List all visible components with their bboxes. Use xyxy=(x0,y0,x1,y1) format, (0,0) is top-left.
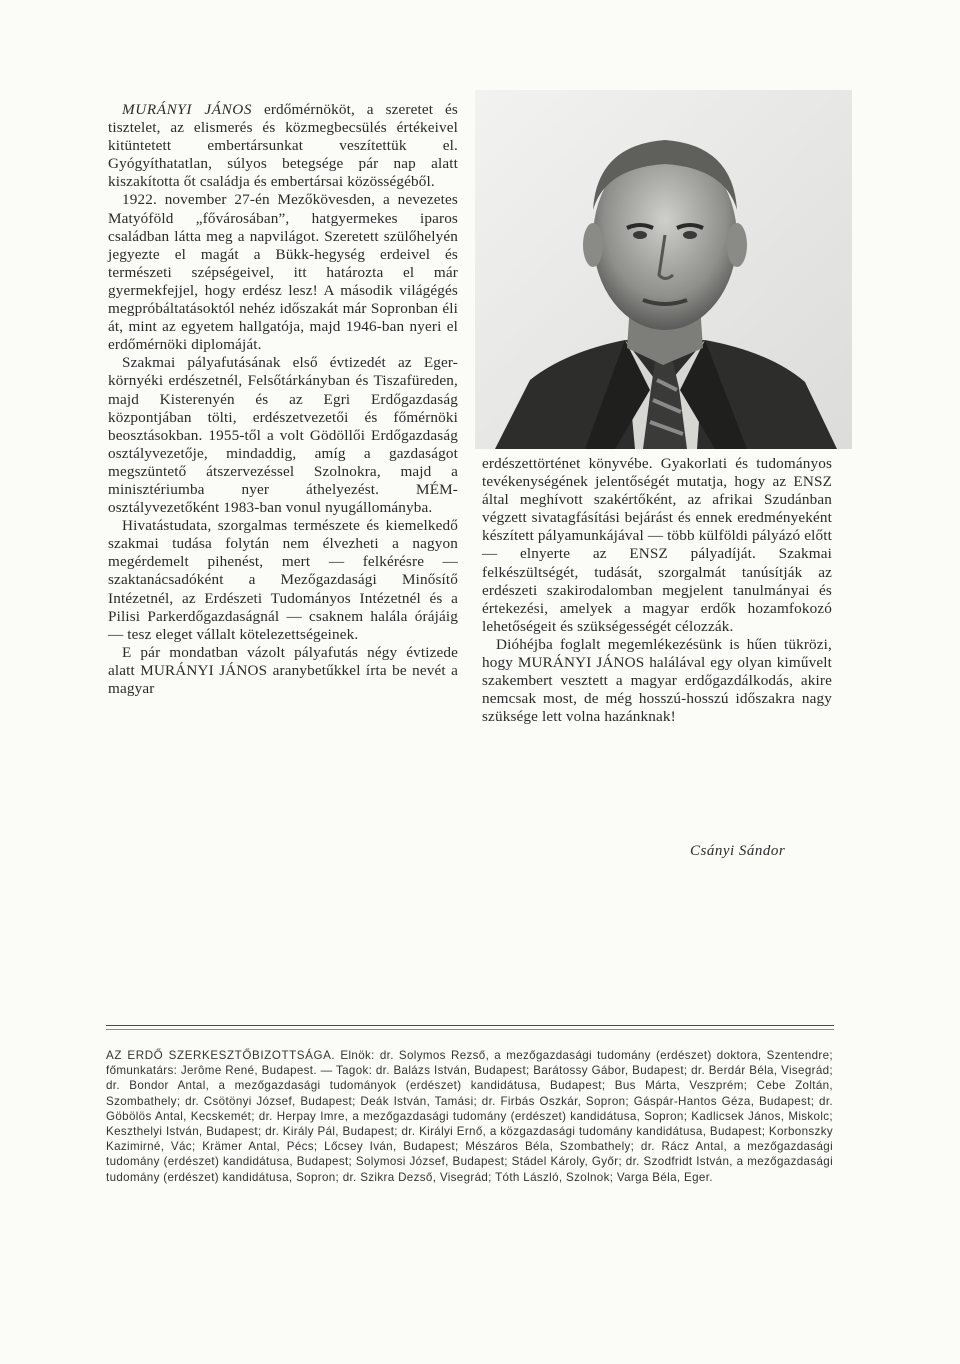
memorial-text-b: halálával egy olyan kiművelt szakembert vesztett a magyar erdőgazdálkodás, akire nemcsak most, de még hosszú-hosszú időszakra nagy szüksége lett volna hazánknak! xyxy=(482,654,832,726)
separator-rule-thin xyxy=(106,1029,834,1030)
separator-rule xyxy=(106,1025,834,1026)
name-murányi-1: MURÁNYI JÁNOS xyxy=(122,101,253,118)
legacy-text-b: aranybetűkkel írta be nevét a magyar xyxy=(108,661,458,697)
editorial-board-block xyxy=(106,1048,833,1185)
name-murányi-2: MURÁNYI JÁNOS xyxy=(140,661,268,679)
left-text-column xyxy=(108,101,458,698)
paragraph-memorial xyxy=(482,636,832,726)
legacy-text-a: E pár mondatban vázolt pályafutás négy évtizede alatt xyxy=(108,643,458,679)
paragraph-birth: 1922. november 27-én Mezőkövesden, a nevezetes Matyóföld „fővárosában”, hatgyermekes iparos családban látta meg a napvilágot. Szeretett szülőhelyén jegyezte el magát a Bükk-hegység erdeivel és természeti szépségeivel, itt határozta el már gyermekfejjel, hogy erdész lesz! A második világégés megpróbáltatásoktól nehéz időszakát már Sopronban éli át, mint az egyetem hallgatója, majd 1946-ban nyeri el erdőmérnöki diplomáját. xyxy=(108,191,458,354)
memorial-text-a: Dióhéjba foglalt megemlékezésünk is hűen tükrözi, hogy xyxy=(482,635,832,672)
name-murányi-3: MURÁNYI JÁNOS xyxy=(517,654,645,672)
author-signature: Csányi Sándor xyxy=(690,843,786,859)
paragraph-career: Szakmai pályafutásának első évtizedét az Eger-környéki erdészetnél, Felsőtárkányban és Tiszafüreden, majd Kisterenyén és az Egri Erdőgazdaság központjában tölti, erdészetvezetői és főmérnöki beosztásokban. 1955-től a volt Gödöllői Erdőgazdaság osztályvezetője, mindaddig, amíg a gazdaságot megszüntető átszervezéssel Szolnokra, majd a minisztériumba nyer áthelyezést. MÉM-osztályvezetőként 1983-ban vonul nyugállományba. xyxy=(108,354,458,517)
portrait-photo xyxy=(475,90,852,449)
right-text-column xyxy=(482,455,832,726)
portrait-illustration xyxy=(475,90,852,449)
editorial-board-members: Elnök: dr. Solymos Rezső, a mezőgazdasági tudomány (erdészet) doktora, Szentendre; főmunkatárs: Jerôme René, Budapest. — Tagok: dr. Balázs István, Budapest; Barátossy Gábor, Budapest; dr. Berdár Béla, Visegrád; dr. Bondor Antal, a mezőgazdasági tudományok (erdészet) kandidátusa, Budapest; Bus Márta, Veszprém; Cebe Zoltán, Szombathely; dr. Csötönyi József, Budapest; Deák István, Tamási; dr. Firbás Oszkár, Sopron; Gáspár-Hantos Géza, Budapest; dr. Göbölös Antal, Kecskemét; dr. Herpay Imre, a mezőgazdasági tudomány (erdészet) kandidátusa, Sopron; Kadlicsek János, Miskolc; Keszthelyi István, Budapest; dr. Király Pál, Budapest; dr. Királyi Ernő, a közgazdasági tudomány kandidátusa, Budapest; Korbonszky Kazimirné, Vác; Krämer Antal, Pécs; Lőcsey Iván, Budapest; Mészáros Béla, Szombathely; dr. Rácz Antal, a mezőgazdasági tudomány (erdészet) kandidátusa, Budapest; Solymosi József, Budapest; Stádel Károly, Győr; dr. Szodfridt István, a mezőgazdasági tudomány (erdészet) kandidátusa, Sopron; dr. Szikra Dezső, Visegrád; Tóth László, Szolnok; Varga Béla, Eger. xyxy=(106,1049,833,1184)
paragraph-legacy-start xyxy=(108,644,458,698)
paragraph-intro xyxy=(108,101,458,191)
editorial-board-heading: AZ ERDŐ SZERKESZTŐBIZOTTSÁGA. xyxy=(106,1049,336,1062)
paragraph-legacy-cont: erdészettörténet könyvébe. Gyakorlati és tudományos tevékenységének jelentőségét mutatja, hogy az ENSZ által meghívott szakértőként, az afrikai Szudánban végzett sivatagfásítási bejárást és ennek eredményeként készített pályamunkájával — több külföldi pályázó előtt — elnyerte az ENSZ pályadíját. Szakmai felkészültségét, tudását, szorgalmát tanúsítják az erdészeti szakirodalomban megjelent tanulmányai és értekezési, amelyek a magyar erdők hozamfokozó lehetőségeit és szükségességét célozzák. xyxy=(482,455,832,635)
paragraph-vocation: Hivatástudata, szorgalmas természete és kiemelkedő szakmai tudása folytán nem élvezheti a nagyon megérdemelt pihenést, mert — felkérésre — szaktanácsadóként a Mezőgazdasági Minősítő Intézetnél, az Erdészeti Tudományos Intézetnél és a Pilisi Parkerdőgazdaságnál — csaknem halála órájáig — tesz eleget vállalt kötelezettségeinek. xyxy=(108,517,458,643)
intro-text: erdőmérnököt, a szeretet és tisztelet, az elismerés és közmegbecsülés értékeivel kitüntetett embertársunkat veszítettük el. Gyógyíthatatlan, súlyos betegsége pár nap alatt kiszakította őt családja és embertársai közösségéből. xyxy=(108,101,458,191)
